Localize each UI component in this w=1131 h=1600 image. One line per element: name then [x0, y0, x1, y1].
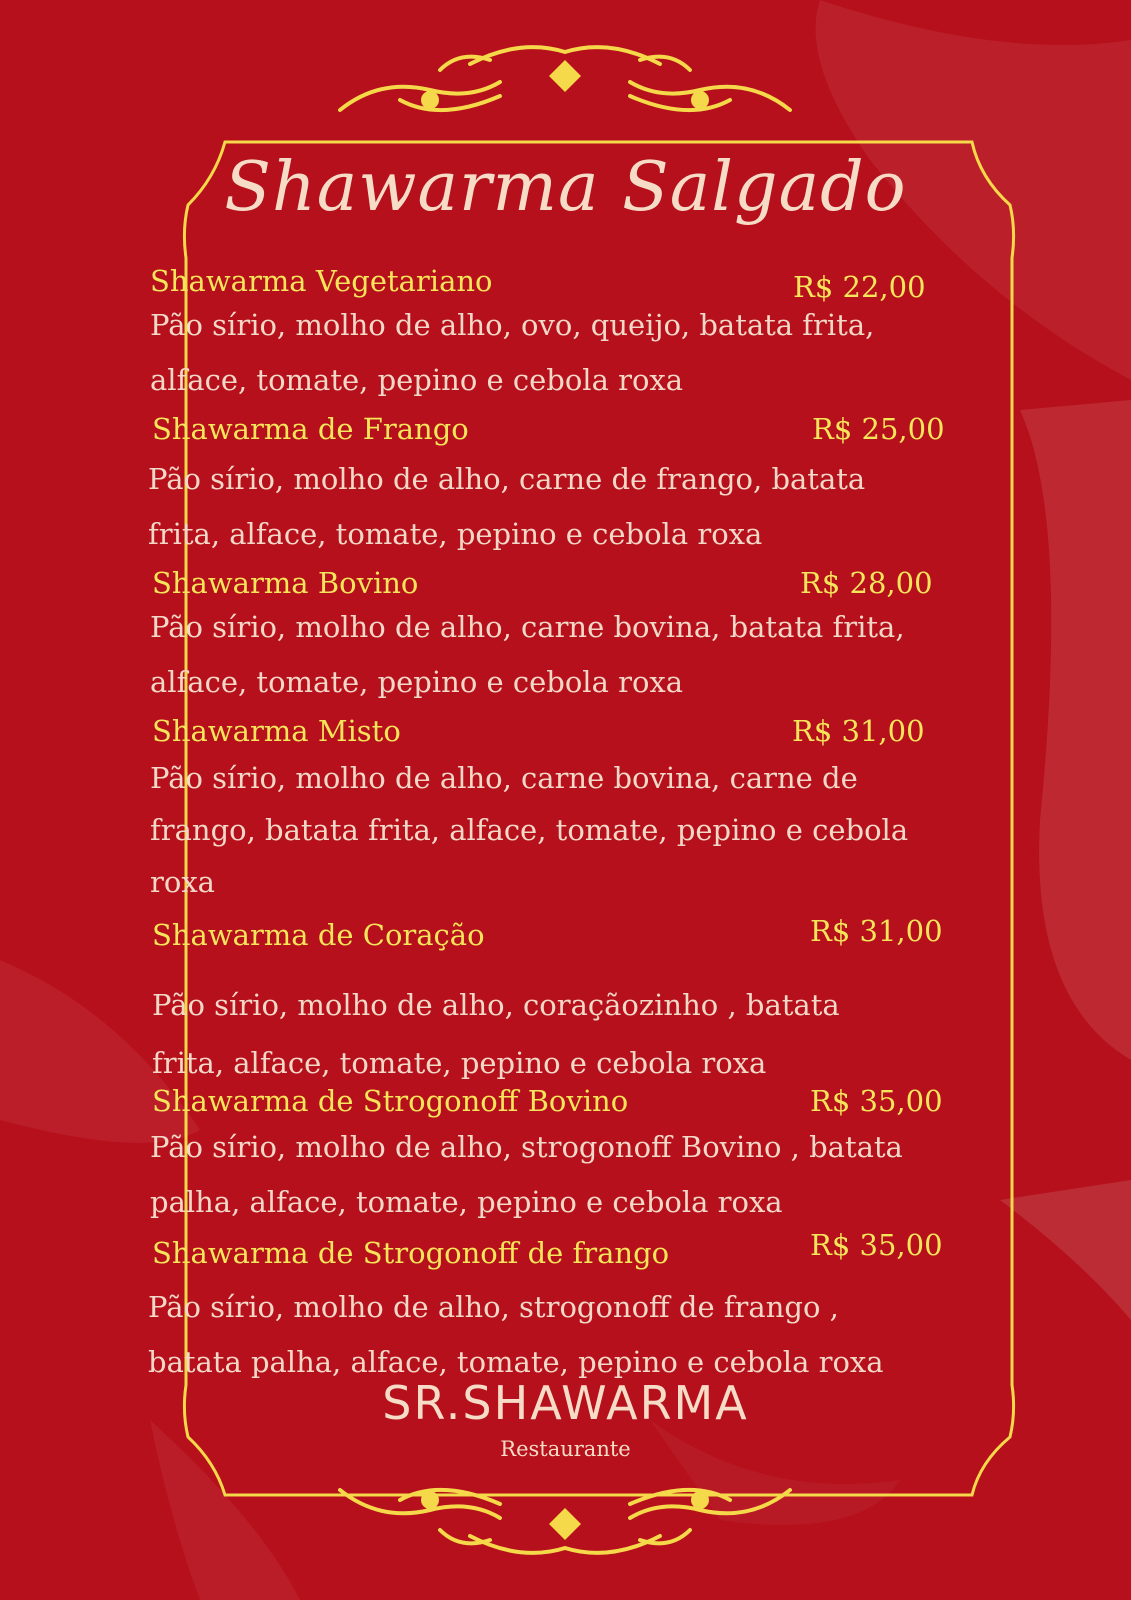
menu-title: Shawarma Salgado	[224, 148, 907, 227]
item-price: R$ 28,00	[800, 566, 933, 600]
restaurant-name: SR.SHAWARMA	[382, 1376, 749, 1430]
item-price: R$ 35,00	[810, 1084, 943, 1118]
top-diamond	[549, 60, 581, 92]
item-description: Pão sírio, molho de alho, carne bovina, carne de frango, batata frita, alface, tomate, pepino e cebola roxa	[150, 761, 909, 899]
item-description: Pão sírio, molho de alho, coraçãozinho , batata frita, alface, tomate, pepino e cebola roxa	[152, 988, 840, 1080]
item-description: Pão sírio, molho de alho, carne de frango, batata frita, alface, tomate, pepino e cebola roxa	[148, 462, 866, 551]
item-price: R$ 25,00	[812, 412, 945, 446]
item-name: Shawarma de Strogonoff de frango	[152, 1236, 670, 1270]
item-name: Shawarma de Coração	[152, 918, 485, 952]
bottom-diamond	[549, 1508, 581, 1540]
item-name: Shawarma de Frango	[152, 412, 469, 446]
item-name: Shawarma de Strogonoff Bovino	[152, 1084, 629, 1118]
item-name: Shawarma Misto	[152, 714, 401, 748]
item-price: R$ 31,00	[792, 714, 925, 748]
item-price: R$ 35,00	[810, 1228, 943, 1262]
item-description: Pão sírio, molho de alho, carne bovina, batata frita, alface, tomate, pepino e cebola roxa	[150, 610, 905, 699]
item-price: R$ 22,00	[793, 270, 926, 304]
item-price: R$ 31,00	[810, 914, 943, 948]
item-name: Shawarma Bovino	[152, 566, 419, 600]
item-description: Pão sírio, molho de alho, ovo, queijo, batata frita, alface, tomate, pepino e cebola roxa	[150, 308, 875, 397]
restaurant-subtitle: Restaurante	[500, 1437, 631, 1461]
item-name: Shawarma Vegetariano	[150, 264, 493, 298]
item-description: Pão sírio, molho de alho, strogonoff Bovino , batata palha, alface, tomate, pepino e cebola roxa	[150, 1130, 903, 1219]
item-description: Pão sírio, molho de alho, strogonoff de frango , batata palha, alface, tomate, pepino e cebola roxa	[148, 1290, 884, 1379]
